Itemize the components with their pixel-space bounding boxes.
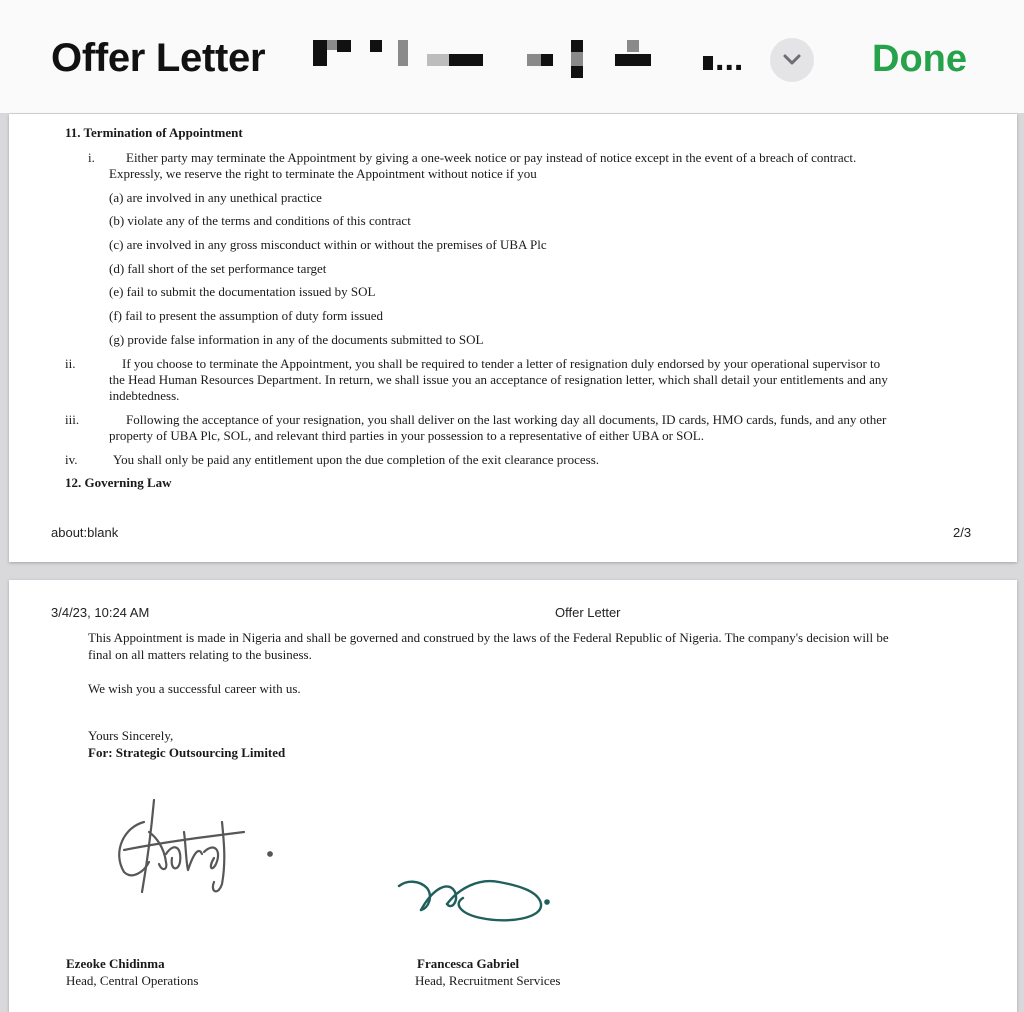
navigation-bar: [0, 0, 1024, 114]
chevron-down-icon: [782, 54, 802, 66]
company-name: For: Strategic Outsourcing Limited: [88, 745, 286, 760]
list-item: (d) fall short of the set performance target: [109, 261, 327, 276]
governing-law-line1: This Appointment is made in Nigeria and shall be governed and construed by the laws of the Federal Republic of Nigeria. The company's decision will be: [88, 630, 889, 645]
item-ii-text-line1: If you choose to terminate the Appointment, you shall be required to tender a letter of resignation duly endorsed by your operational supervisor to: [122, 356, 881, 371]
list-item: (b) violate any of the terms and conditions of this contract: [109, 213, 411, 228]
print-header-title: Offer Letter: [555, 605, 621, 620]
signatory-1-title: Head, Central Operations: [66, 973, 199, 988]
list-item: (g) provide false information in any of the documents submitted to SOL: [109, 332, 484, 347]
signatory-2-name: Francesca Gabriel: [417, 956, 520, 971]
item-iii-text-line2: property of UBA Plc, SOL, and relevant third parties in your possession to a representative of either UBA or SOL.: [109, 428, 704, 443]
title-ellipsis: ...: [715, 40, 744, 78]
list-item: (e) fail to submit the documentation issued by SOL: [109, 284, 376, 299]
item-iv-number: iv.: [65, 452, 78, 467]
section-12-heading: 12. Governing Law: [65, 475, 172, 490]
signature-image: [104, 792, 279, 902]
item-ii-number: ii.: [65, 356, 76, 371]
title-menu-button[interactable]: [770, 38, 814, 82]
closing-salutation: Yours Sincerely,: [88, 728, 174, 743]
signatory-1-name: Ezeoke Chidinma: [66, 956, 165, 971]
item-ii-text-line2: the Head Human Resources Department. In return, we shall issue you an acceptance of resignation letter, which shall detail your entitlements and any: [109, 372, 888, 387]
list-item: (c) are involved in any gross misconduct within or without the premises of UBA Plc: [109, 237, 547, 252]
print-timestamp: 3/4/23, 10:24 AM: [51, 605, 150, 620]
page-number: 2/3: [953, 525, 972, 540]
section-11-heading: 11. Termination of Appointment: [65, 125, 243, 140]
page-footer-url: about:blank: [51, 525, 119, 540]
item-i-number: i.: [88, 150, 95, 165]
item-iv-text: You shall only be paid any entitlement upon the due completion of the exit clearance process.: [113, 452, 600, 467]
item-i-text-line1: Either party may terminate the Appointment by giving a one-week notice or pay instead of notice except in the event of a breach of contract.: [126, 150, 857, 165]
item-iii-number: iii.: [65, 412, 80, 427]
list-item: (f) fail to present the assumption of duty form issued: [109, 308, 384, 323]
signatory-2-title: Head, Recruitment Services: [415, 973, 561, 988]
governing-law-line2: final on all matters relating to the business.: [88, 647, 312, 662]
document-page-2: [9, 114, 1017, 562]
document-title: Offer Letter: [51, 36, 266, 80]
done-button[interactable]: Done: [872, 38, 967, 80]
signature-image: [389, 868, 569, 928]
item-ii-text-line3: indebtedness.: [109, 388, 180, 403]
closing-wish: We wish you a successful career with us.: [88, 681, 301, 696]
list-item: (a) are involved in any unethical practice: [109, 190, 322, 205]
item-i-text-line2: Expressly, we reserve the right to terminate the Appointment without notice if you: [109, 166, 537, 181]
document-page-3: [9, 580, 1017, 1012]
item-iii-text-line1: Following the acceptance of your resignation, you shall deliver on the last working day all documents, ID cards, HMO cards, funds, and any other: [126, 412, 887, 427]
